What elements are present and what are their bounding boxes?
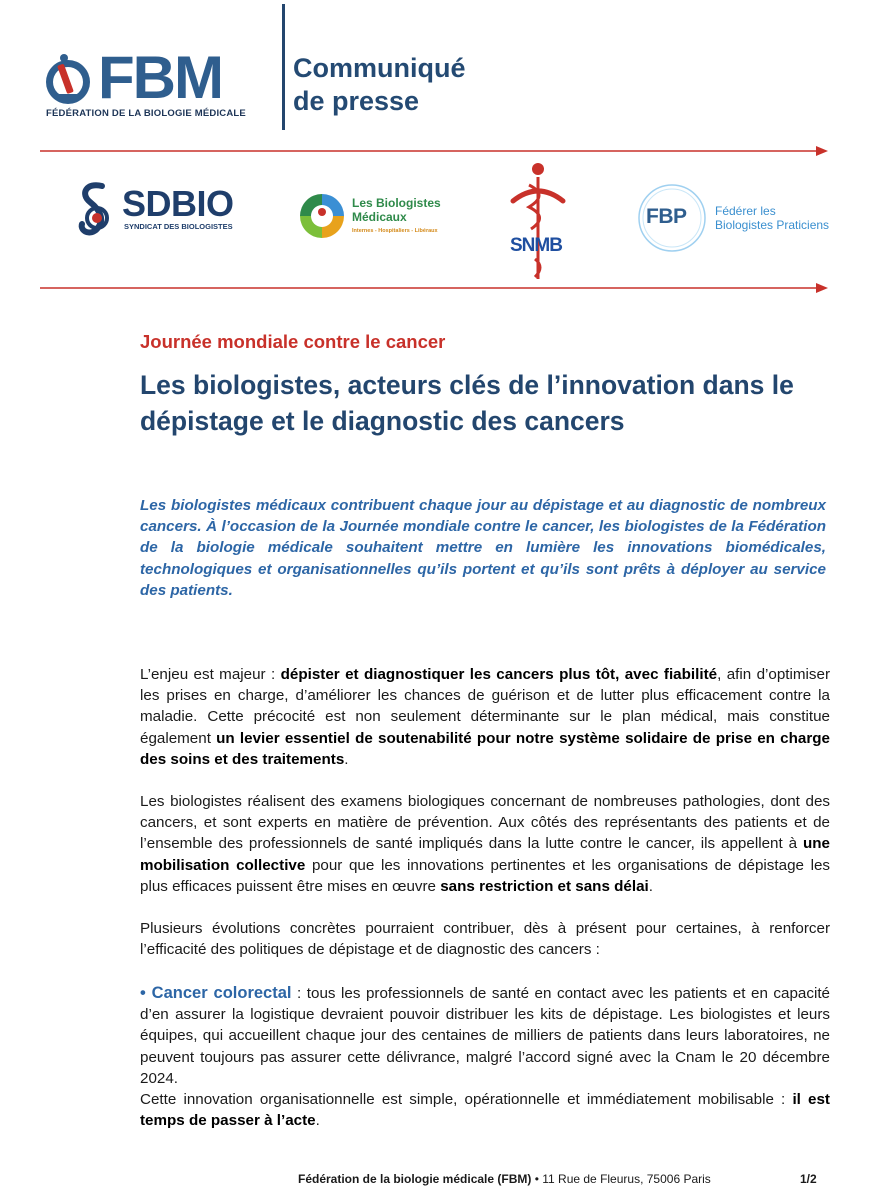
fbm-logo-subtitle: FÉDÉRATION DE LA BIOLOGIE MÉDICALE bbox=[46, 108, 246, 119]
press-release-title bbox=[293, 52, 466, 118]
article-lead: Les biologistes médicaux contribuent chaque jour au dépistage et au diagnostic de nombreux cancers. À l’occasion de la Journée mondiale contre le cancer, les biologistes de la Fédération de la biologie médicale souhaitent mettre en lumière les innovations biomédicales, technologiques et organisationnelles qu’ils portent et qu’ils sont prêts à déployer au service des patients. bbox=[140, 497, 826, 599]
p1-bold-b: dépister et diagnostiquer les cancers plus tôt, avec fiabilité bbox=[280, 666, 718, 683]
fbp-tagline bbox=[715, 204, 829, 232]
sdbio-emblem-icon bbox=[76, 180, 114, 238]
footer-address-text: • 11 Rue de Fleurus, 75006 Paris bbox=[531, 1172, 711, 1186]
p4-body: : tous les professionnels de santé en contact avec les patients et en capacité d’en assurer la logistique devraient pouvoir distribuer les kits de dépistage. Les biologistes et leurs équipes, qui accueillent chaque jour des centaines de milliers de patients dans leurs laboratoires, ne peuvent toujours pas assurer cette délivrance, malgré l’accord signé avec la Cnam le 20 décembre 2024. bbox=[140, 985, 830, 1087]
snmb-logo bbox=[505, 155, 575, 283]
p2-bold-d: sans restriction et sans délai bbox=[440, 877, 649, 895]
press-title-line-2: de presse bbox=[293, 86, 420, 116]
page-number: 1/2 bbox=[800, 1172, 817, 1186]
press-title-line-1: Communiqué bbox=[293, 53, 466, 83]
biologistes-medicaux-title: Les Biologistes Médicaux bbox=[352, 196, 441, 224]
footer-org: Fédération de la biologie médicale (FBM) bbox=[298, 1172, 532, 1186]
fbm-logo-letters: FBM bbox=[98, 44, 222, 111]
footer-address bbox=[298, 1172, 711, 1186]
paragraph-innovation bbox=[140, 1089, 830, 1131]
paragraph-biologistes bbox=[140, 791, 830, 897]
fbp-tagline-line-2: Biologistes Praticiens bbox=[715, 218, 830, 232]
p5-text-a: Cette innovation organisationnelle est simple, opérationnelle et immédiatement mobilisable : bbox=[140, 1091, 793, 1108]
p1-bold-d: un levier essentiel de soutenabilité pour notre système solidaire de prise en charge des soins et des traitements bbox=[140, 729, 830, 768]
fbp-letters bbox=[646, 205, 687, 229]
paragraph-evolutions: Plusieurs évolutions concrètes pourraient contribuer, dès à présent pour certaines, à renforcer l’efficacité des politiques de dépistage et de diagnostic des cancers : bbox=[140, 920, 830, 959]
p2-text-a: Les biologistes réalisent des examens biologiques concernant de nombreuses pathologies, dont des cancers, et sont experts en matière de prévention. Aux côtés des représentants des patients et de l’ensemble des professionnels de santé impliqués dans la lutte contre le cancer, ils appellent à bbox=[140, 793, 830, 853]
header-divider bbox=[282, 4, 285, 130]
biologistes-medicaux-subtitle: Internes - Hospitaliers - Libéraux bbox=[352, 228, 438, 234]
fbp-logo bbox=[636, 182, 836, 254]
sdbio-name-text: SDBIO bbox=[122, 183, 234, 224]
biologistes-medicaux-emblem-icon bbox=[296, 190, 348, 240]
bottom-arrow-rule bbox=[40, 282, 828, 294]
bullet-cancer-colorectal: • Cancer colorectal bbox=[140, 984, 292, 1002]
page-footer bbox=[0, 1172, 877, 1192]
p5-bold-b: il est temps de passer à l’acte bbox=[140, 1091, 830, 1130]
p2-text-c: pour que les innovations pertinentes et les organisations de dépistage les plus efficaces puissent être mises en œuvre bbox=[140, 856, 831, 895]
fbp-tagline-line-1: Fédérer les bbox=[715, 204, 776, 218]
p2-text-e: . bbox=[648, 877, 653, 895]
p1-text-e: . bbox=[344, 750, 349, 768]
fbp-letters-text: FBP bbox=[646, 205, 687, 228]
fbm-logo bbox=[42, 44, 246, 122]
top-arrow-rule bbox=[40, 145, 828, 157]
sdbio-subtitle: SYNDICAT DES BIOLOGISTES bbox=[124, 222, 233, 231]
p1-text-a: L’enjeu est majeur : bbox=[140, 666, 281, 683]
snmb-name: SNMB bbox=[510, 235, 562, 256]
sdbio-logo bbox=[76, 180, 236, 240]
p5-text-c: . bbox=[315, 1112, 320, 1130]
paragraph-enjeu bbox=[140, 664, 830, 770]
snmb-emblem-icon bbox=[505, 155, 575, 283]
fbm-emblem-icon bbox=[42, 52, 94, 108]
sdbio-name bbox=[122, 184, 234, 224]
paragraph-cancer-colorectal bbox=[140, 983, 830, 1089]
article-title: Les biologistes, acteurs clés de l’innovation dans le dépistage et le diagnostic des cancers bbox=[140, 370, 794, 436]
event-tag: Journée mondiale contre le cancer bbox=[140, 331, 446, 352]
p2-bold-b: une mobilisation collective bbox=[140, 835, 830, 874]
p1-text-c: , afin d’optimiser les prises en charge, d’améliorer les chances de guérison et de lutter plus efficacement contre la maladie. Cette précocité est non seulement déterminante sur le plan médical, mais constitue également bbox=[140, 666, 830, 747]
biologistes-medicaux-logo bbox=[296, 190, 466, 242]
